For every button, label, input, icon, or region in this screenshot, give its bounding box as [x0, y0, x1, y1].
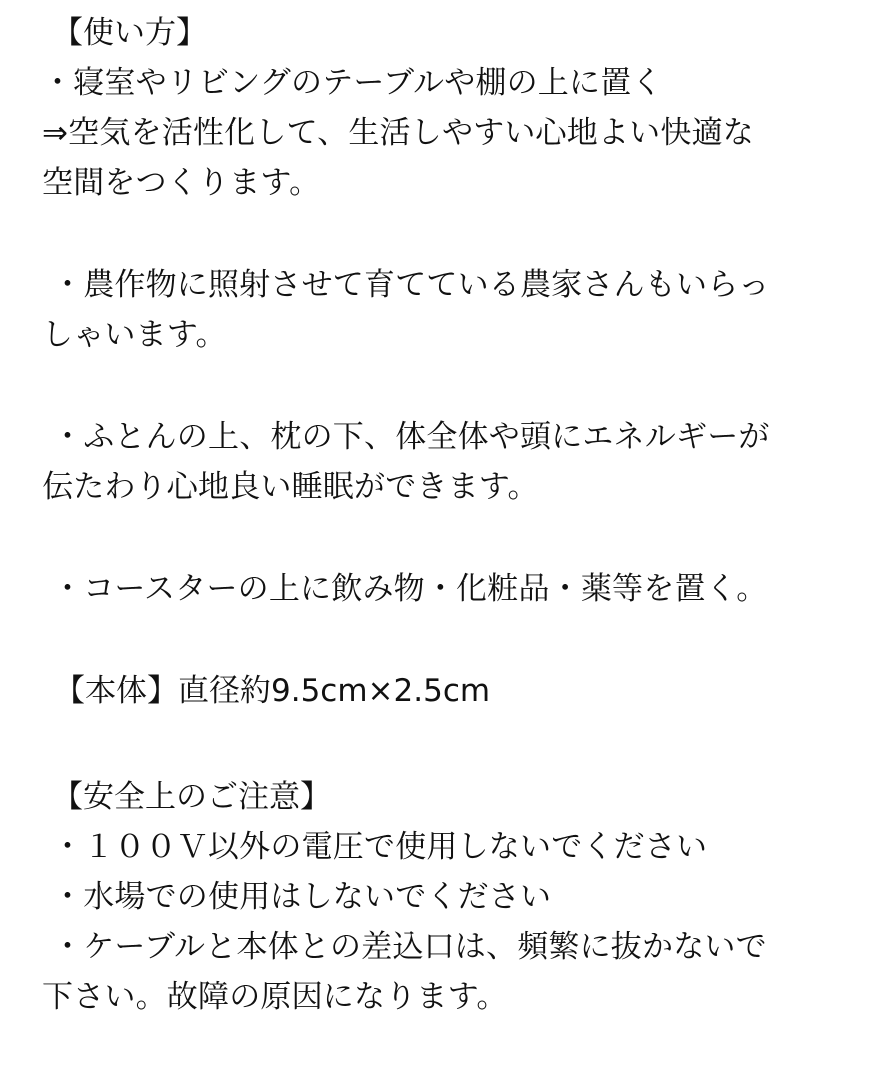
section-usage-line-2: ⇒空気を活性化して、生活しやすい心地よい快適な — [42, 115, 754, 151]
section-specs-line-1: 【本体】直径約9.5cm×2.5cm — [54, 673, 491, 709]
section-bedding-line-2: 伝たわり心地良い睡眠ができます。 — [42, 469, 539, 505]
section-crops — [42, 260, 862, 360]
section-usage — [42, 8, 862, 208]
section-safety-line-4: 下さい。故障の原因になります。 — [42, 979, 508, 1015]
section-safety-line-1: ・１００Ｖ以外の電圧で使用しないでください — [52, 829, 708, 865]
spacer-3 — [42, 512, 862, 564]
section-coaster — [42, 564, 862, 614]
section-safety-line-3: ・ケーブルと本体との差込口は、頻繁に抜かないで — [52, 929, 767, 965]
spacer-5 — [42, 716, 862, 772]
section-bedding — [42, 412, 862, 512]
section-safety — [42, 772, 862, 1022]
section-crops-line-1: ・農作物に照射させて育てている農家さんもいらっ — [52, 267, 770, 303]
section-bedding-line-1: ・ふとんの上、枕の下、体全体や頭にエネルギーが — [52, 419, 770, 455]
section-usage-heading: 【使い方】 — [52, 15, 207, 51]
spacer-1 — [42, 208, 862, 260]
section-crops-line-2: しゃいます。 — [42, 317, 227, 353]
section-safety-heading: 【安全上のご注意】 — [52, 779, 331, 815]
section-usage-line-1: ・寝室やリビングのテーブルや棚の上に置く — [42, 65, 663, 101]
section-specs — [42, 666, 862, 716]
section-usage-line-3: 空間をつくります。 — [42, 165, 321, 201]
spacer-2 — [42, 360, 862, 412]
section-safety-line-2: ・水場での使用はしないでください — [52, 879, 552, 915]
section-coaster-line-1: ・コースターの上に飲み物・化粧品・薬等を置く。 — [52, 571, 768, 607]
spacer-4 — [42, 614, 862, 666]
